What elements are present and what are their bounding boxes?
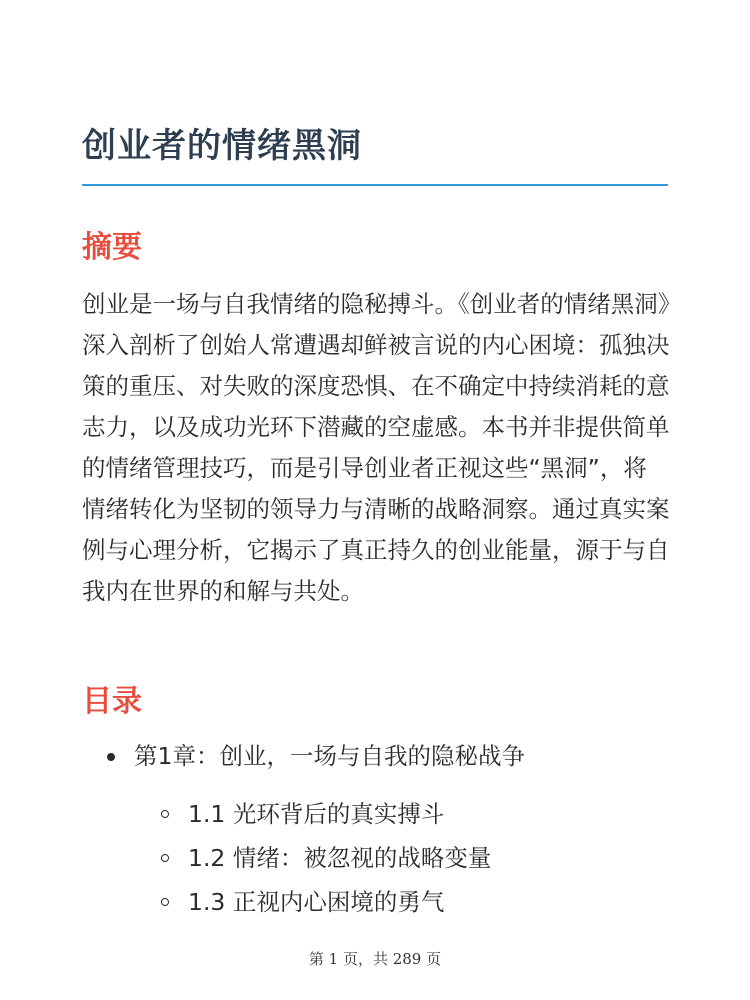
toc-heading: 目录 [82, 684, 142, 719]
document-title: 创业者的情绪黑洞 [82, 126, 362, 166]
toc-section-label: 1.2 情绪：被忽视的战略变量 [188, 844, 492, 872]
abstract-paragraph: 创业是一场与自我情绪的隐秘搏斗。《创业者的情绪黑洞》深入剖析了创始人常遭遇却鲜被言说的内心困境：孤独决策的重压、对失败的深度恐惧、在不确定中持续消耗的意志力，以及成功光环下潜藏的空虚感。本书并非提供简单的情绪管理技巧，而是引导创业者正视这些“黑洞”，将情绪转化为坚韧的领导力与清晰的战略洞察。通过真实案例与心理分析，它揭示了真正持久的创业能量，源于与自我内在世界的和解与共处。 [82, 290, 670, 605]
title-divider [82, 184, 668, 186]
abstract-heading: 摘要 [82, 230, 142, 265]
toc-section-label: 1.3 正视内心困境的勇气 [188, 888, 445, 916]
toc-section-label: 1.1 光环背后的真实搏斗 [188, 800, 445, 828]
bullet-circle-icon [161, 854, 169, 862]
bullet-circle-icon [161, 810, 169, 818]
bullet-disc-icon [107, 753, 115, 761]
page-footer: 第 1 页，共 289 页 [308, 950, 442, 968]
bullet-circle-icon [161, 898, 169, 906]
toc-chapter-label: 第1章：创业，一场与自我的隐秘战争 [134, 742, 525, 770]
